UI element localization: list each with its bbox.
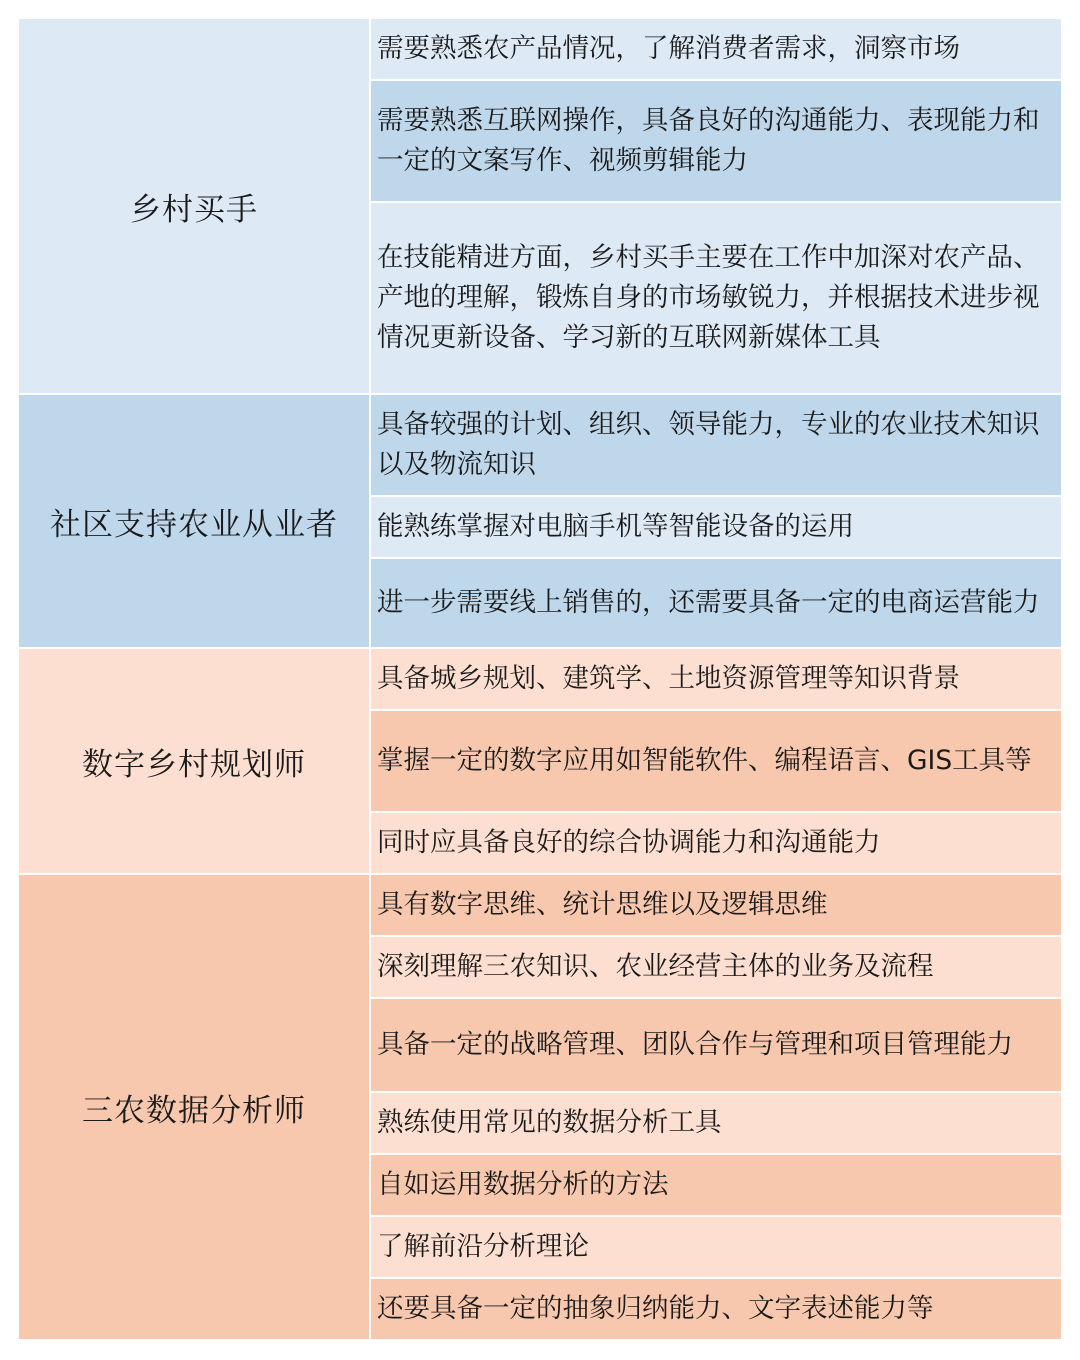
- requirement-cell: 自如运用数据分析的方法: [370, 1154, 1062, 1216]
- skills-table: [17, 17, 1063, 1341]
- requirement-cell: 深刻理解三农知识、农业经营主体的业务及流程: [370, 936, 1062, 998]
- role-cell: 乡村买手: [18, 18, 370, 394]
- requirement-cell: 了解前沿分析理论: [370, 1216, 1062, 1278]
- requirement-cell: 具备较强的计划、组织、领导能力，专业的农业技术知识以及物流知识: [370, 394, 1062, 496]
- role-cell: 三农数据分析师: [18, 874, 370, 1340]
- table-row: [18, 874, 1062, 936]
- requirement-cell: 熟练使用常见的数据分析工具: [370, 1092, 1062, 1154]
- requirement-cell: 还要具备一定的抽象归纳能力、文字表述能力等: [370, 1278, 1062, 1340]
- requirement-cell: 掌握一定的数字应用如智能软件、编程语言、GIS工具等: [370, 710, 1062, 812]
- requirement-cell: 进一步需要线上销售的，还需要具备一定的电商运营能力: [370, 558, 1062, 648]
- table-row: [18, 394, 1062, 496]
- table-row: [18, 18, 1062, 80]
- requirement-cell: 具备一定的战略管理、团队合作与管理和项目管理能力: [370, 998, 1062, 1092]
- requirement-cell: 能熟练掌握对电脑手机等智能设备的运用: [370, 496, 1062, 558]
- requirement-cell: 需要熟悉互联网操作，具备良好的沟通能力、表现能力和一定的文案写作、视频剪辑能力: [370, 80, 1062, 202]
- role-cell: 数字乡村规划师: [18, 648, 370, 874]
- requirement-cell: 具有数字思维、统计思维以及逻辑思维: [370, 874, 1062, 936]
- requirement-cell: 在技能精进方面，乡村买手主要在工作中加深对农产品、产地的理解，锻炼自身的市场敏锐力，并根据技术进步视情况更新设备、学习新的互联网新媒体工具: [370, 202, 1062, 394]
- requirement-cell: 需要熟悉农产品情况，了解消费者需求，洞察市场: [370, 18, 1062, 80]
- table-row: [18, 648, 1062, 710]
- requirement-cell: 具备城乡规划、建筑学、土地资源管理等知识背景: [370, 648, 1062, 710]
- requirement-cell: 同时应具备良好的综合协调能力和沟通能力: [370, 812, 1062, 874]
- role-cell: 社区支持农业从业者: [18, 394, 370, 648]
